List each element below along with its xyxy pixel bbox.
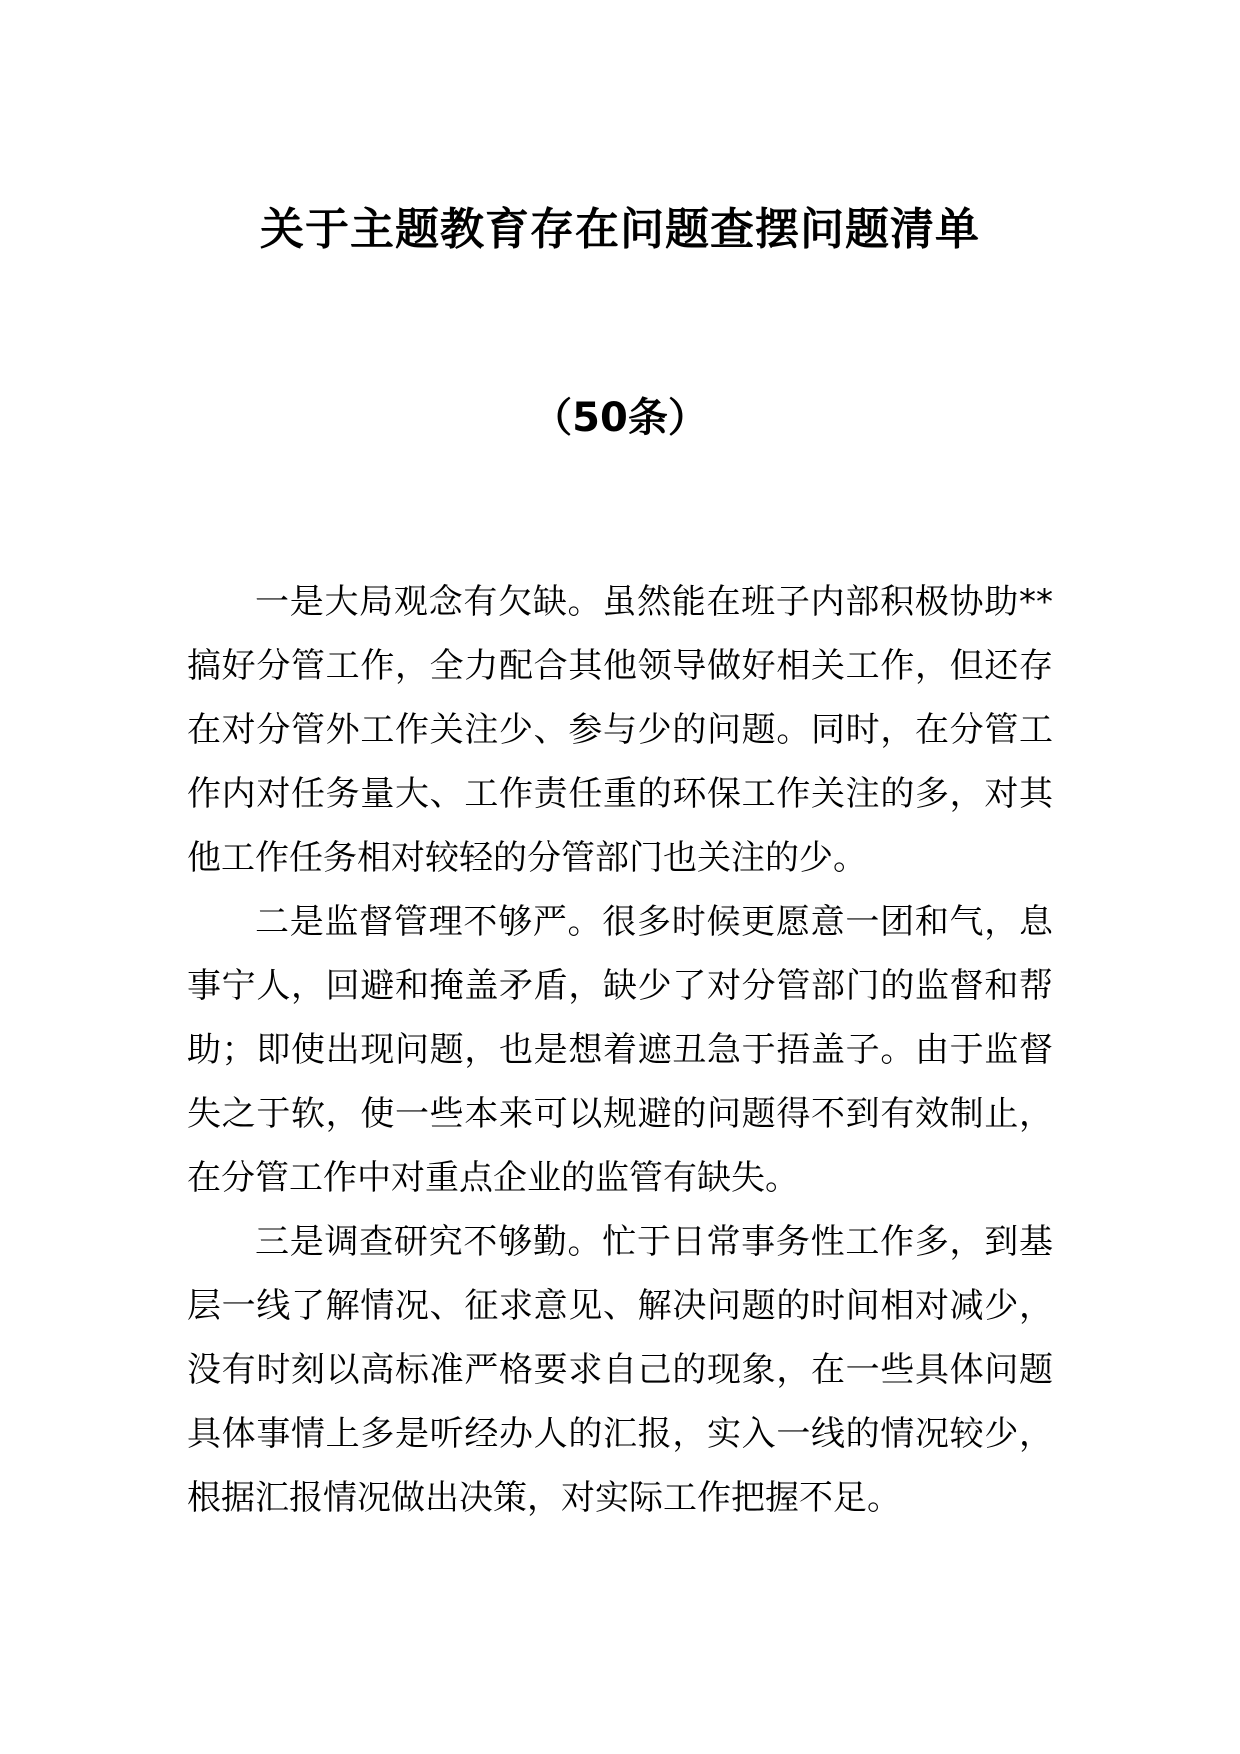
paragraph-2: 二是监督管理不够严。很多时候更愿意一团和气，息事宁人，回避和掩盖矛盾，缺少了对分管部门的监督和帮助；即使出现问题，也是想着遮丑急于捂盖子。由于监督失之于软，使一些本来可以规避的问题得不到有效制止，在分管工作中对重点企业的监管有缺失。 <box>187 902 1053 1198</box>
paragraph-3: 三是调查研究不够勤。忙于日常事务性工作多，到基层一线了解情况、征求意见、解决问题的时间相对减少，没有时刻以高标准严格要求自己的现象，在一些具体问题具体事情上多是听经办人的汇报，实入一线的情况较少，根据汇报情况做出决策，对实际工作把握不足。 <box>187 1222 1053 1518</box>
document-body <box>187 570 1053 1530</box>
document-subtitle: （50条） <box>532 395 708 441</box>
paragraph-1: 一是大局观念有欠缺。虽然能在班子内部积极协助**搞好分管工作，全力配合其他领导做好相关工作，但还存在对分管外工作关注少、参与少的问题。同时，在分管工作内对任务量大、工作责任重的环保工作关注的多，对其他工作任务相对较轻的分管部门也关注的少。 <box>187 582 1053 878</box>
document-title: 关于主题教育存在问题查摆问题清单 <box>260 204 980 255</box>
